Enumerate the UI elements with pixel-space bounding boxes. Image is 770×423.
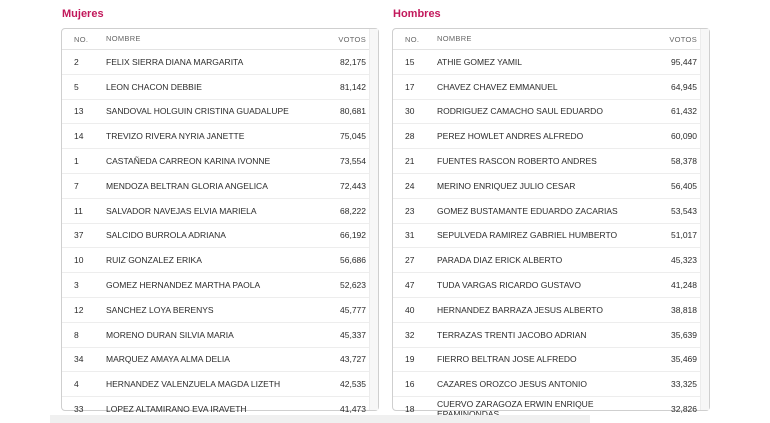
hombres-table[interactable] [392,28,710,415]
cell-votos: 42,535 [340,379,366,390]
cell-votos: 66,192 [340,230,366,241]
cell-no: 5 [74,81,79,92]
cell-no: 32 [405,329,415,340]
table-row[interactable] [393,348,709,373]
table-row[interactable] [62,372,378,397]
cell-no: 31 [405,230,415,241]
cell-votos: 53,543 [671,205,697,216]
cell-no: 28 [405,131,415,142]
table-row[interactable] [62,75,378,100]
table-row[interactable] [62,224,378,249]
table-header [393,29,709,50]
cell-nombre: HERNANDEZ VALENZUELA MAGDA LIZETH [106,379,281,390]
cell-votos: 41,248 [671,280,697,291]
cell-votos: 43,727 [340,354,366,365]
cell-no: 47 [405,280,415,291]
cell-no: 13 [74,106,84,117]
table-row[interactable] [393,174,709,199]
cell-votos: 41,473 [340,404,366,415]
scrollbar[interactable] [700,29,709,410]
cell-votos: 33,325 [671,379,697,390]
hombres-title: Hombres [393,8,441,20]
cell-nombre: SANDOVAL HOLGUIN CRISTINA GUADALUPE [106,106,289,117]
cell-nombre: TERRAZAS TRENTI JACOBO ADRIAN [437,329,587,340]
cell-votos: 80,681 [340,106,366,117]
cell-no: 24 [405,180,415,191]
cell-votos: 82,175 [340,56,366,67]
cell-nombre: CAZARES OROZCO JESUS ANTONIO [437,379,588,390]
table-header [62,29,378,50]
cell-nombre: SALCIDO BURROLA ADRIANA [106,230,226,241]
cell-votos: 95,447 [671,56,697,67]
cell-nombre: LOPEZ ALTAMIRANO EVA IRAVETH [106,404,247,415]
table-row[interactable] [393,248,709,273]
cell-no: 16 [405,379,415,390]
cell-no: 40 [405,304,415,315]
cell-votos: 38,818 [671,304,697,315]
cell-votos: 58,378 [671,156,697,167]
cell-nombre: FIERRO BELTRAN JOSE ALFREDO [437,354,577,365]
header-nombre[interactable]: NOMBRE [106,34,141,43]
header-no[interactable]: NO. [405,34,420,44]
cell-nombre: TREVIZO RIVERA NYRIA JANETTE [106,131,245,142]
table-row[interactable] [393,372,709,397]
cell-nombre: MORENO DURAN SILVIA MARIA [106,329,234,340]
cell-nombre: FELIX SIERRA DIANA MARGARITA [106,56,244,67]
cell-votos: 51,017 [671,230,697,241]
cell-nombre: CHAVEZ CHAVEZ EMMANUEL [437,81,558,92]
cell-no: 34 [74,354,84,365]
cell-no: 10 [74,255,84,266]
cell-nombre: CASTAÑEDA CARREON KARINA IVONNE [106,156,271,167]
table-row[interactable] [62,199,378,224]
cell-no: 4 [74,379,79,390]
cell-nombre: PARADA DIAZ ERICK ALBERTO [437,255,563,266]
scrollbar[interactable] [369,29,378,410]
cell-nombre: RODRIGUEZ CAMACHO SAUL EDUARDO [437,106,603,117]
table-row[interactable] [393,323,709,348]
cell-votos: 60,090 [671,131,697,142]
table-body [62,50,378,421]
table-row[interactable] [62,174,378,199]
cell-votos: 52,623 [340,280,366,291]
table-row[interactable] [62,298,378,323]
cell-nombre: SALVADOR NAVEJAS ELVIA MARIELA [106,205,257,216]
table-row[interactable] [393,224,709,249]
table-row[interactable] [393,273,709,298]
table-body [393,50,709,421]
cell-nombre: CUERVO ZARAGOZA ERWIN ENRIQUE [437,399,594,410]
cell-nombre: MARQUEZ AMAYA ALMA DELIA [106,354,230,365]
cell-no: 21 [405,156,415,167]
cell-no: 18 [405,404,415,415]
cell-votos: 45,777 [340,304,366,315]
cell-votos: 35,639 [671,329,697,340]
cell-votos: 68,222 [340,205,366,216]
table-row[interactable] [62,50,378,75]
cell-votos: 56,686 [340,255,366,266]
table-row[interactable] [393,199,709,224]
cell-no: 3 [74,280,79,291]
cell-no: 37 [74,230,84,241]
cell-votos: 81,142 [340,81,366,92]
cell-no: 8 [74,329,79,340]
cell-votos: 45,337 [340,329,366,340]
cell-nombre: SANCHEZ LOYA BERENYS [106,304,214,315]
table-row[interactable] [393,298,709,323]
cell-nombre: MERINO ENRIQUEZ JULIO CESAR [437,180,576,191]
cell-votos: 32,826 [671,404,697,415]
cell-nombre: PEREZ HOWLET ANDRES ALFREDO [437,131,584,142]
cell-nombre: TUDA VARGAS RICARDO GUSTAVO [437,280,582,291]
cell-votos: 61,432 [671,106,697,117]
cell-votos: 35,469 [671,354,697,365]
table-row[interactable] [62,348,378,373]
cell-no: 2 [74,56,79,67]
table-row[interactable] [62,149,378,174]
cell-nombre: RUIZ GONZALEZ ERIKA [106,255,202,266]
cell-no: 19 [405,354,415,365]
horizontal-scrollbar[interactable] [50,415,590,423]
cell-no: 27 [405,255,415,266]
cell-nombre: HERNANDEZ BARRAZA JESUS ALBERTO [437,304,603,315]
table-row[interactable] [62,273,378,298]
cell-votos: 72,443 [340,180,366,191]
header-votos[interactable]: VOTOS [338,34,366,44]
table-row[interactable] [62,248,378,273]
table-row[interactable] [393,149,709,174]
cell-no: 14 [74,131,84,142]
mujeres-table[interactable] [61,28,379,415]
cell-no: 33 [74,404,84,415]
table-row[interactable] [393,100,709,125]
cell-nombre: FUENTES RASCON ROBERTO ANDRES [437,156,597,167]
cell-nombre: ATHIE GOMEZ YAMIL [437,56,523,67]
table-row[interactable] [393,50,709,75]
cell-votos: 75,045 [340,131,366,142]
cell-no: 15 [405,56,415,67]
cell-votos: 64,945 [671,81,697,92]
cell-no: 17 [405,81,415,92]
cell-votos: 73,554 [340,156,366,167]
table-row[interactable] [393,75,709,100]
cell-no: 7 [74,180,79,191]
table-row[interactable] [62,124,378,149]
cell-votos: 45,323 [671,255,697,266]
cell-nombre: MENDOZA BELTRAN GLORIA ANGELICA [106,180,268,191]
header-no[interactable]: NO. [74,34,89,44]
cell-no: 23 [405,205,415,216]
header-nombre[interactable]: NOMBRE [437,34,472,43]
cell-nombre: GOMEZ BUSTAMANTE EDUARDO ZACARIAS [437,205,618,216]
cell-nombre: LEON CHACON DEBBIE [106,81,202,92]
cell-nombre: SEPULVEDA RAMIREZ GABRIEL HUMBERTO [437,230,618,241]
header-votos[interactable]: VOTOS [669,34,697,44]
table-row[interactable] [62,323,378,348]
cell-nombre: GOMEZ HERNANDEZ MARTHA PAOLA [106,280,261,291]
table-row[interactable] [62,100,378,125]
cell-no: 12 [74,304,84,315]
table-row[interactable] [393,124,709,149]
mujeres-title: Mujeres [62,8,104,20]
cell-votos: 56,405 [671,180,697,191]
cell-no: 11 [74,205,83,216]
cell-no: 1 [74,156,79,167]
cell-no: 30 [405,106,415,117]
